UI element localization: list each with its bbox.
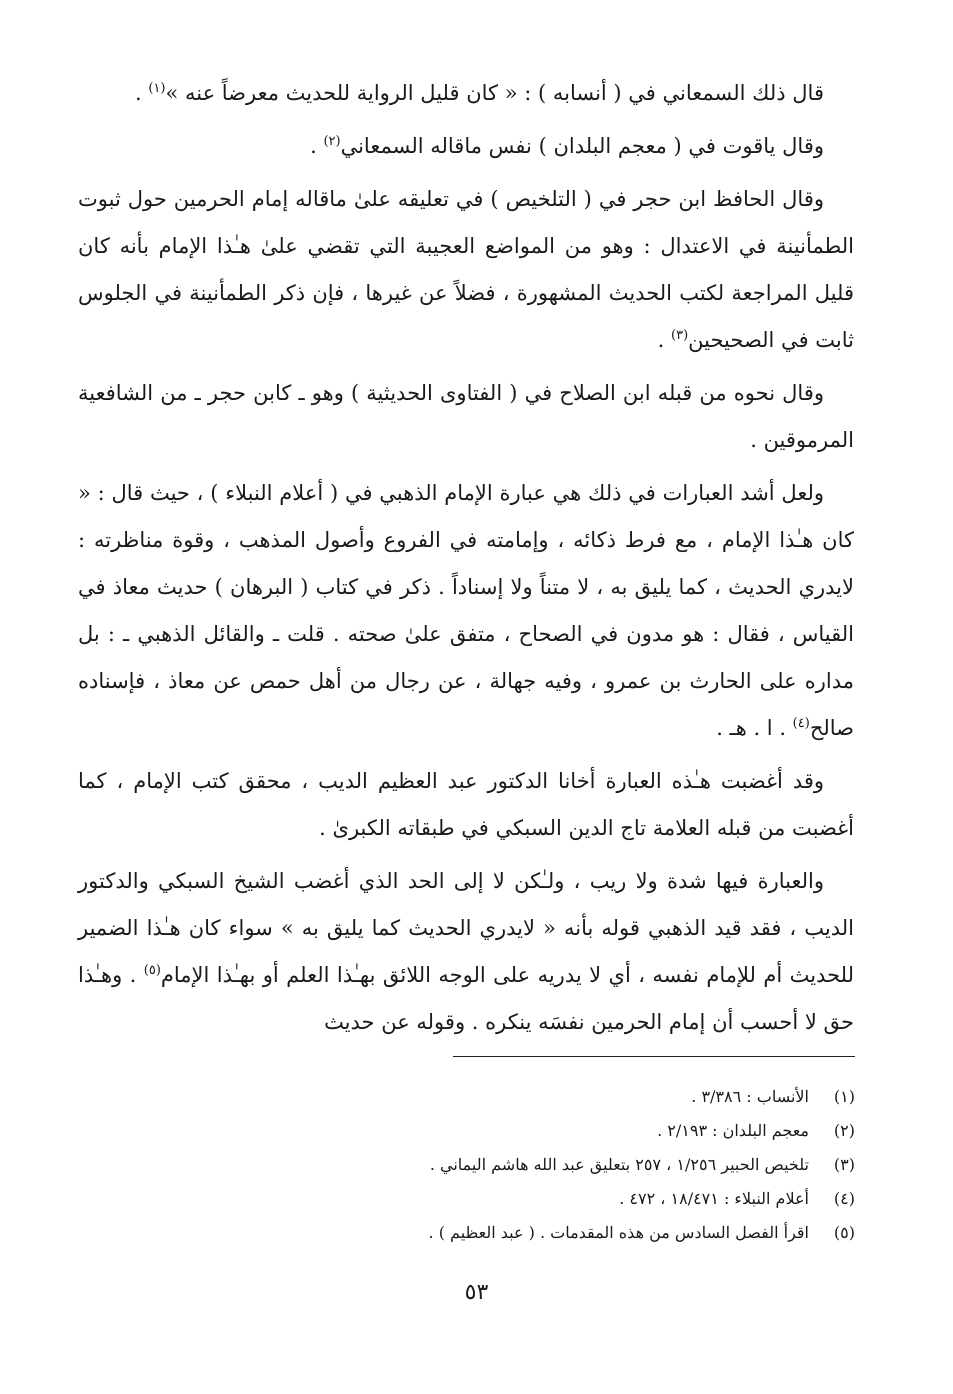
footnote-text: تلخيص الحبير ١/٢٥٦ ، ٢٥٧ بتعليق عبد الله هاشم اليماني . [429,1155,809,1174]
footnote-ref-4[interactable]: (٤) [792,716,810,731]
page-body [78,70,854,1052]
footnote-ref-3[interactable]: (٣) [671,328,689,343]
footnote-text: الأنساب : ٣/٣٨٦ . [691,1087,809,1106]
paragraph-4: وقال نحوه من قبله ابن الصلاح في ( الفتاوى الحديثية ) وهو ـ كابن حجر ـ من الشافعية المرموقين . [78,381,854,452]
footnote-4 [175,1182,855,1216]
footnote-text: أعلام النبلاء : ١٨/٤٧١ ، ٤٧٢ . [619,1189,809,1208]
footnote-3 [175,1148,855,1182]
footnotes [175,1080,855,1250]
page-number: ٥٣ [464,1280,489,1305]
footnote-ref-5[interactable]: (٥) [143,963,161,978]
footnote-number: (٥) [833,1223,855,1242]
paragraph-1: قال ذلك السمعاني في ( أنسابه ) : « كان قليل الرواية للحديث معرضاً عنه »$^{(١)}$ . [134,81,824,105]
footnote-number: (٢) [833,1121,855,1140]
paragraph-3: وقال الحافظ ابن حجر في ( التلخيص ) في تعليقه علىٰ ماقاله إمام الحرمين حول ثبوت الطمأنينة في الاعتدال : وهو من المواضع العجيبة التي تقضي علىٰ هـٰذا الإمام بأنه كان قليل المراجعة لكتب الحديث المشهورة ، فضلاً عن غيرها ، فإن ذكر الطمأنينة في الجلوس ثابت في الصحيحين$^{(٣)}$ . [78,187,854,352]
footnote-2 [175,1114,855,1148]
paragraph-2: وقال ياقوت في ( معجم البلدان ) نفس ماقاله السمعاني$^{(٢)}$ . [310,134,824,158]
footnote-number: (٤) [833,1189,855,1208]
footnote-ref-1[interactable]: (١) [148,81,166,96]
footnote-number: (١) [833,1087,855,1106]
paragraph-6: وقد أغضبت هـٰذه العبارة أخانا الدكتور عبد العظيم الديب ، محقق كتب الإمام ، كما أغضبت من قبله العلامة تاج الدين السبكي في طبقاته الكبرىٰ . [78,769,854,840]
footnote-5 [175,1216,855,1250]
paragraph-7: والعبارة فيها شدة ولا ريب ، ولـٰكن لا إلى الحد الذي أغضب الشيخ السبكي والدكتور الديب ، فقد قيد الذهبي قوله بأنه « لايدري الحديث كما يليق به » سواء كان هـٰذا الضمير للحديث أم للإمام نفسه ، أي لا يدريه على الوجه اللائق بهـٰذا العلم أو بهـٰذا الإمام$^{(٥)}$ . وهـٰذا حق لا أحسب أن إمام الحرمين نفسَه ينكره . وقوله عن حديث [78,869,854,1034]
footnote-text: اقرأ الفصل السادس من هذه المقدمات . ( عبد العظيم ) . [428,1223,809,1242]
footnote-text: معجم البلدان : ٢/١٩٣ . [657,1121,809,1140]
footnote-1 [175,1080,855,1114]
footnote-separator [453,1056,855,1057]
footnote-number: (٣) [833,1155,855,1174]
paragraph-5: ولعل أشد العبارات في ذلك هي عبارة الإمام الذهبي في ( أعلام النبلاء ) ، حيث قال : « كان هـٰذا الإمام ، مع فرط ذكائه ، وإمامته في الفروع وأصول المذهب ، وقوة مناظرته : لايدري الحديث ، كما يليق به ، لا متناً ولا إسناداً . ذكر في كتاب ( البرهان ) حديث معاذ في القياس ، فقال : هو مدون في الصحاح ، متفق علىٰ صحته . قلت ـ والقائل الذهبي ـ : بل مداره على الحارث بن عمرو ، وفيه جهالة ، عن رجال من أهل حمص عن معاذ ، فإسناده صالح$^{(٤)}$ . ا . هـ . [78,481,854,740]
footnote-ref-2[interactable]: (٢) [323,134,341,149]
